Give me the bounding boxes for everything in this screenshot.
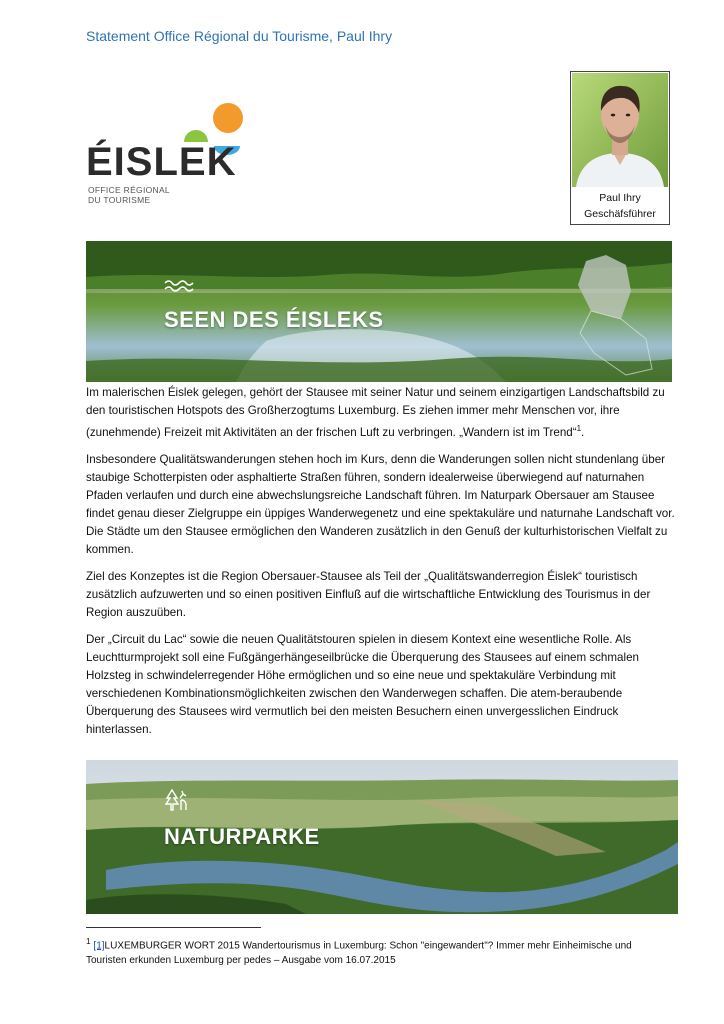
logo-subtitle-line1: OFFICE RÉGIONAL	[88, 185, 170, 195]
paragraph-intro: Im malerischen Éislek gelegen, gehört der Stausee mit seiner Natur und seinem einzigartigen Landschaftsbild zu den touristischen Hotspots des Großherzogtums Luxemburg. Es ziehen immer mehr Menschen vor, ihre (zunehmende) Freizeit mit Aktivitäten an der frischen Luft zu verbringen. „Wandern ist im Trend“$^1$.	[86, 386, 665, 439]
naturparks-banner-title: NATURPARKE	[164, 824, 320, 849]
paragraph-intro-text: Im malerischen Éislek gelegen, gehört der Stausee mit seiner Natur und seinem einzigartigen Landschaftsbild zu den touristischen Hotspots des Großherzogtums Luxemburg. Es ziehen immer mehr Menschen vor, ihre (zunehmende) Freizeit mit Aktivitäten an der frischen Luft zu verbringen. „Wandern ist im Trend“	[86, 386, 665, 439]
portrait-card	[570, 71, 670, 225]
lakes-banner-title: SEEN DES ÉISLEKS	[164, 307, 384, 332]
footnote-separator	[86, 927, 261, 928]
footnote-reference: 1	[576, 424, 582, 433]
paragraph-concept-goal: Ziel des Konzeptes ist die Region Obersauer-Stausee als Teil der „Qualitätswanderregion Éislek“ touristisch zusätzlich aufzuwerten und so einen positiven Einfluß auf die wirtschaftliche Entwicklung des Tourismus in der Region auszuüben.	[86, 569, 651, 619]
tree-deer-icon	[164, 788, 190, 814]
naturparks-banner	[86, 760, 678, 914]
logo-subtitle-line2: DU TOURISME	[88, 195, 151, 205]
footnote-number: 1	[86, 936, 91, 946]
lakes-banner	[86, 241, 672, 382]
portrait-photo	[572, 73, 668, 187]
document-header-title: Statement Office Régional du Tourisme, Paul Ihry	[86, 28, 393, 44]
waves-icon	[164, 279, 194, 293]
eislek-logo	[86, 100, 246, 210]
logo-subtitle	[88, 185, 170, 205]
portrait-name: Paul Ihry	[599, 192, 641, 204]
portrait-role: Geschäfsführer	[584, 208, 656, 220]
paragraph-quality-hikes: Insbesondere Qualitätswanderungen stehen hoch im Kurs, denn die Wanderungen sollen nicht stundenlang über staubige Schotterpisten oder asphaltierte Straßen führen, sondern idealerweise überwiegend auf naturnahen Pfaden verlaufen und durch eine abwechslungsreiche Landschaft führen. Im Naturpark Obersauer am Stausee findet genau dieser Zielgruppe ein üppiges Wanderwegenetz und eine spektakuläre und naturnahe Landschaft vor. Die Städte um den Stausee ermöglichen den Wanderen zusätzlich in den Genuß der kulturhistorischen Vielfalt zu kommen.	[86, 452, 675, 556]
footnote-text: LUXEMBURGER WORT 2015 Wandertourismus in Luxemburg: Schon "eingewandert"? Immer mehr Einheimische und Touristen erkunden Luxemburg per pedes – Ausgabe vom 16.07.2015	[86, 940, 632, 967]
document-body	[86, 384, 676, 748]
footnote	[86, 934, 646, 968]
logo-wordmark: ÉISLEK	[86, 140, 237, 184]
footnote-link[interactable]: [1]	[93, 940, 105, 952]
paragraph-circuit-du-lac: Der „Circuit du Lac“ sowie die neuen Qualitätstouren spielen in diesem Kontext eine wesentliche Rolle. Als Leuchtturmprojekt soll eine Fußgängerhängeseilbrücke die Überquerung des Stausees auf einem schmalen Holzsteg in schwindelerregender Höhe ermöglichen und so eine neue und spektakuläre Verbindung mit verschiedenen Kombinationsmöglichkeiten zwischen den Wanderwegen schaffen. Die atem-beraubende Überquerung des Stausees wird vermutlich bei den meisten Besuchern einen unvergesslichen Eindruck hinterlassen.	[86, 632, 639, 736]
